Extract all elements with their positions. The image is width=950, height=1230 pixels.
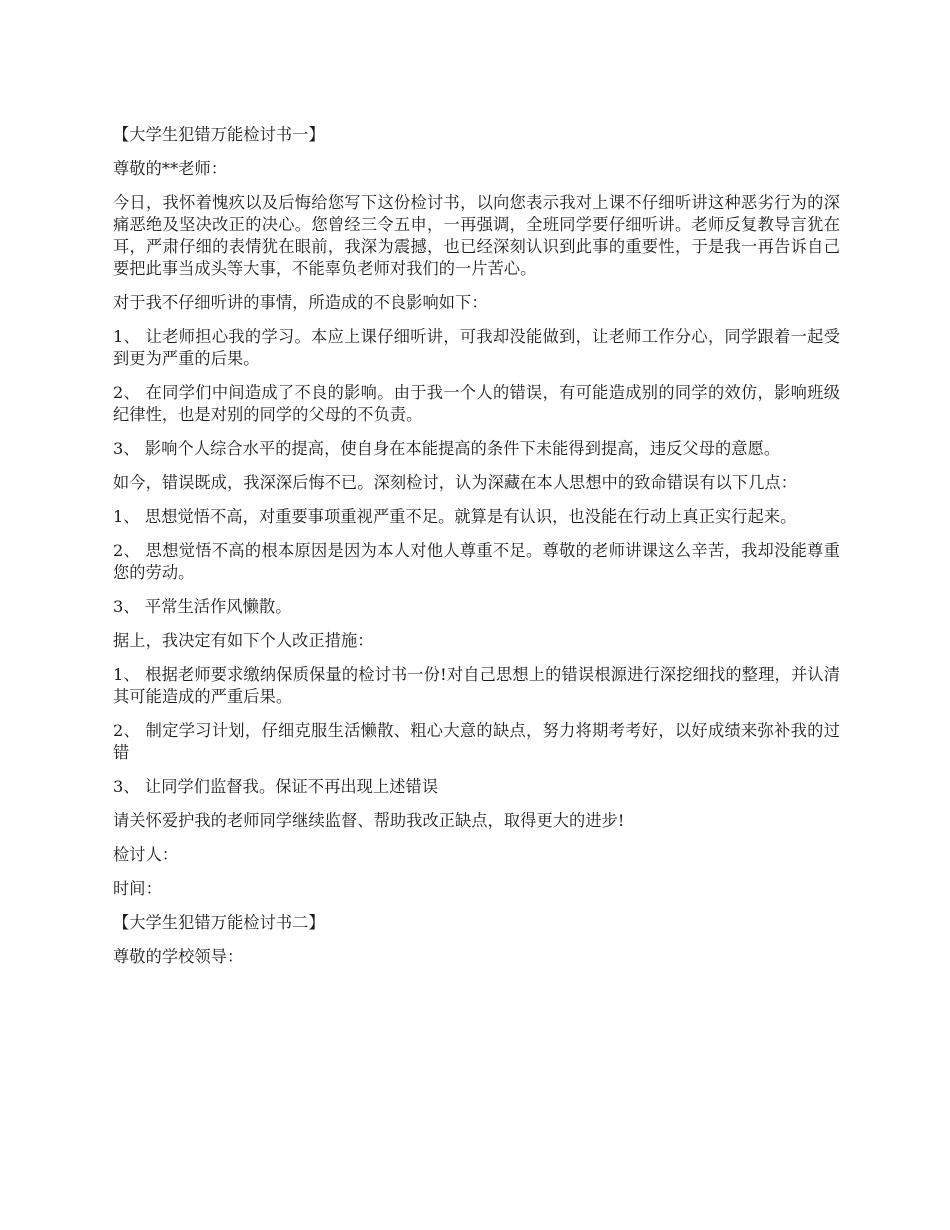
body-paragraph: 对于我不仔细听讲的事情，所造成的不良影响如下： bbox=[113, 293, 488, 312]
signature-label: 检讨人： bbox=[113, 845, 179, 864]
date-label: 时间： bbox=[113, 879, 162, 898]
body-paragraph: 今日，我怀着愧疚以及后悔给您写下这份检讨书，以向您表示我对上课不仔细听讲这种恶劣行为的深痛恶绝及坚决改正的决心。您曾经三令五申，一再强调，全班同学要仔细听讲。老师反复教导言犹在耳，严肃仔细的表情犹在眼前，我深为震撼，也已经深刻认识到此事的重要性，于是我一再告诉自己要把此事当成头等大事，不能辜负老师对我们的一片苦心。 bbox=[113, 193, 840, 278]
list-item: 3、 平常生活作风懒散。 bbox=[113, 597, 292, 616]
list-item: 2、 制定学习计划，仔细克服生活懒散、粗心大意的缺点，努力将期考考好，以好成绩来弥补我的过错 bbox=[113, 721, 840, 762]
list-item: 2、 思想觉悟不高的根本原因是因为本人对他人尊重不足。尊敬的老师讲课这么辛苦，我却没能尊重您的劳动。 bbox=[113, 541, 840, 582]
document-page bbox=[113, 124, 840, 980]
list-item: 1、 让老师担心我的学习。本应上课仔细听讲，可我却没能做到，让老师工作分心，同学跟着一起受到更为严重的后果。 bbox=[113, 327, 840, 368]
section-title: 【大学生犯错万能检讨书二】 bbox=[113, 913, 325, 932]
list-item: 2、 在同学们中间造成了不良的影响。由于我一个人的错误，有可能造成别的同学的效仿，影响班级纪律性，也是对别的同学的父母的不负责。 bbox=[113, 383, 840, 424]
body-paragraph: 如今，错误既成，我深深后悔不已。深刻检讨，认为深藏在本人思想中的致命错误有以下几点： bbox=[113, 473, 798, 492]
section-title: 【大学生犯错万能检讨书一】 bbox=[113, 125, 325, 144]
list-item: 1、 思想觉悟不高，对重要事项重视严重不足。就算是有认识，也没能在行动上真正实行起来。 bbox=[113, 507, 797, 526]
list-item: 3、 影响个人综合水平的提高，使自身在本能提高的条件下未能得到提高，违反父母的意愿。 bbox=[113, 439, 781, 458]
salutation: 尊敬的**老师： bbox=[113, 159, 228, 178]
body-paragraph: 请关怀爱护我的老师同学继续监督、帮助我改正缺点，取得更大的进步! bbox=[113, 811, 625, 830]
salutation: 尊敬的学校领导： bbox=[113, 947, 244, 966]
list-item: 1、 根据老师要求缴纳保质保量的检讨书一份!对自己思想上的错误根源进行深挖细找的整理，并认清其可能造成的严重后果。 bbox=[113, 665, 840, 706]
list-item: 3、 让同学们监督我。保证不再出现上述错误 bbox=[113, 777, 439, 796]
body-paragraph: 据上，我决定有如下个人改正措施： bbox=[113, 631, 374, 650]
